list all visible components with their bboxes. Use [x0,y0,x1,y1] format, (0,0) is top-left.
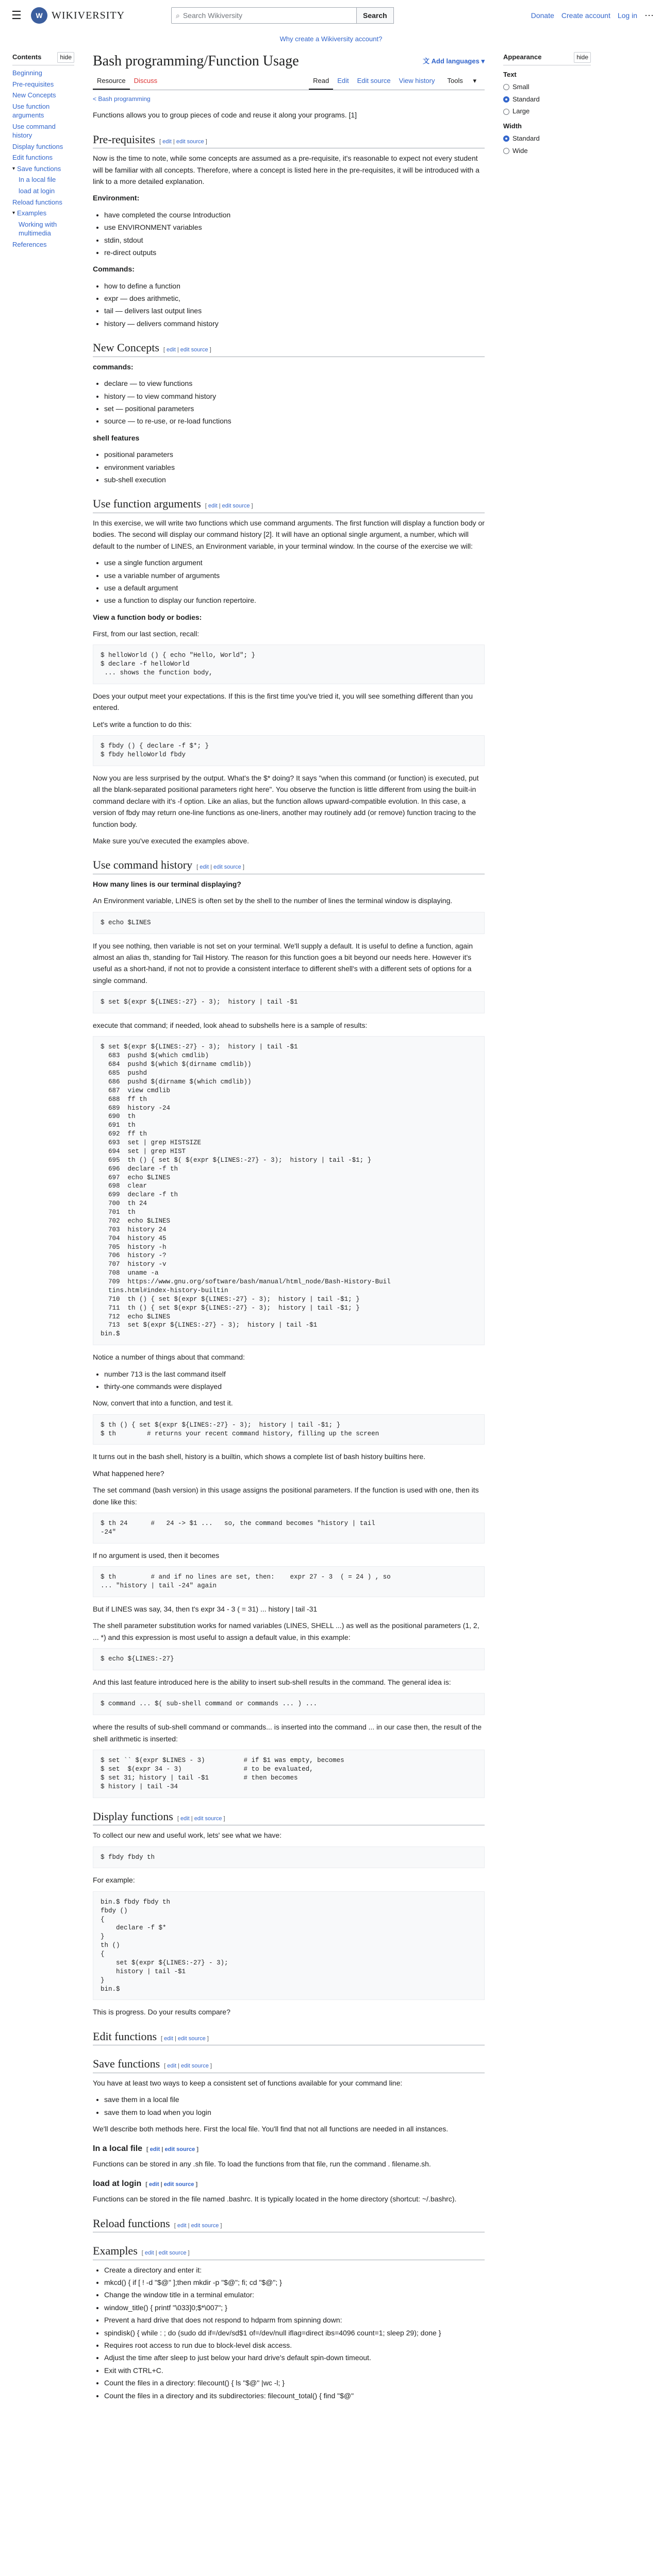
section-title: Examples [93,2244,138,2258]
code-block: $ set `` $(expr $LINES - 3) # if $1 was empty, becomes $ set $(expr 34 - 3) # to be evaluated, $ set 31; history | tail -$1 # then becomes $ history | tail -34 [93,1750,485,1798]
toc-item[interactable] [12,164,74,174]
breadcrumb-link[interactable]: < Bash programming [93,95,151,103]
toc-item-label: References [12,240,47,248]
section-heading [93,341,485,357]
paragraph: An Environment variable, LINES is often set by the shell to the number of lines the terminal window is displaying. [93,896,453,905]
edit-link[interactable]: edit [200,864,209,871]
toc-item[interactable] [12,91,74,100]
tab-discuss[interactable] [130,74,162,90]
code-block: $ echo ${LINES:-27} [93,1648,485,1670]
section-title: Display functions [93,1809,173,1823]
create-account-link[interactable]: Create account [561,11,610,20]
edit-source-link[interactable]: edit source [164,2146,195,2153]
list-item: • have completed the course Introduction [104,209,485,221]
toc-item-label: load at login [19,187,55,195]
section-heading [93,497,485,513]
paragraph: Notice a number of things about that command: [93,1353,245,1362]
toc-item-label: Beginning [12,69,42,77]
list-item: • environment variables [104,462,485,473]
section-title: Save functions [93,2057,160,2071]
list-item: • Exit with CTRL+C. [104,2365,485,2376]
width-radio[interactable] [503,133,591,144]
list-item: • use a default argument [104,582,485,594]
list-item: • Count the files in a directory and its subdirectories: filecount_total() { find "$@" [104,2390,485,2401]
section-title: Reload functions [93,2216,170,2230]
edit-link[interactable]: edit [177,2222,187,2229]
breadcrumb [93,94,485,104]
edit-links: [ edit | edit source ] [205,503,253,510]
edit-link[interactable]: edit [150,2146,160,2153]
paragraph: For example: [93,1876,135,1885]
tab-edit-source-link[interactable]: Edit source [357,77,391,85]
edit-link[interactable]: edit [208,503,218,510]
list-item: • save them to load when you login [104,2107,485,2118]
paragraph: If you see nothing, then variable is not set on your terminal. We'll supply a default. It is useful to define a function, again almost an alias th, standing for Tail History. The reason for this function goes a bit beyond our needs here. However it's useful as a short-hand, if not not to provide a consistent interface to different shell's with a different sets of options for a single command. [93,941,473,985]
toc-item[interactable] [12,187,74,196]
paragraph: where the results of sub-shell command or commands... is inserted into the command ... in our case then, the result of the shell arithmetic is inserted: [93,1723,482,1743]
list-item: • use ENVIRONMENT variables [104,222,485,233]
edit-source-link[interactable]: edit source [191,2222,219,2229]
toc-item[interactable] [12,209,74,218]
list-item: • Adjust the time after sleep to just below your hard drive's default spin-down timeout. [104,2352,485,2363]
toc-item-label: Display functions [12,142,63,150]
tab-read[interactable]: Read [309,74,333,90]
user-links [531,8,654,23]
main-content [93,52,485,2406]
article-body [93,109,485,2401]
edit-source-link[interactable]: edit source [180,347,208,353]
paragraph: To collect our new and useful work, lets' see what we have: [93,1831,282,1840]
paragraph: Functions can be stored in any .sh file. To load the functions from that file, run the command . filename.sh. [93,2160,431,2168]
paragraph: Now is the time to note, while some concepts are assumed as a pre-requisite, it's reasonable to expect not every student will be familiar with all concepts. Therefore, where a concept is listed here in the pre-requisites, it will be introduced with a link to a more detailed explanation. [93,154,479,185]
edit-source-link[interactable]: edit source [222,503,250,510]
toc-item-label: New Concepts [12,91,56,99]
language-icon: 文 [423,57,430,65]
text-size-label: Large [512,107,530,115]
site-name: WIKIVERSITY [52,10,125,21]
text-size-radio[interactable] [503,94,591,105]
list-item: • save them in a local file [104,2094,485,2105]
code-block: $ command ... $( sub-shell command or commands ... ) ... [93,1693,485,1715]
donate-link[interactable]: Donate [531,11,554,20]
tab-history[interactable] [395,74,439,90]
list-item: • history — to view command history [104,391,485,402]
edit-links: [ edit | edit source ] [141,2250,190,2257]
edit-links: [ edit | edit source ] [164,2063,212,2070]
code-block: $ fbdy fbdy th [93,1846,485,1869]
list-item: • use a variable number of arguments [104,570,485,581]
list-item: • sub-shell execution [104,474,485,485]
edit-source-link[interactable]: edit source [163,2181,194,2188]
chevron-down-icon: ▾ [481,57,485,65]
list-item: • re-direct outputs [104,247,485,258]
section-heading [93,858,485,874]
tab-discuss-link[interactable]: Discuss [134,77,158,85]
chevron-down-icon[interactable]: ▾ [12,210,15,216]
edit-links: [ edit | edit source ] [146,2146,198,2153]
section-title: Pre-requisites [93,132,155,146]
toc-list [12,69,74,249]
edit-links: [ edit | edit source ] [174,2222,222,2229]
toc-item[interactable] [12,240,74,249]
list-item: • use a single function argument [104,557,485,568]
list-item: • mkcd() { if [ ! -d "$@" ];then mkdir -p "$@"; fi; cd "$@"; } [104,2277,485,2288]
paragraph: Functions can be stored in the file named .bashrc. It is typically located in the home directory (shortcut: ~/.bashrc). [93,2195,457,2204]
paragraph: The shell parameter substitution works for named variables (LINES, SHELL ...) as well as the positional parameters (1, 2, ... *) and this expression is most useful to assign a default value, in this example: [93,1621,479,1641]
list-item: • Requires root access to run due to block-level disk access. [104,2340,485,2351]
search-input[interactable] [171,7,357,24]
bullet-list [104,2264,485,2401]
tab-resource[interactable]: Resource [93,74,130,90]
edit-links: [ edit | edit source ] [196,864,244,871]
edit-source-link[interactable]: edit source [181,2063,209,2070]
chevron-down-icon: ▾ [473,77,476,85]
radio-icon [503,109,509,115]
edit-links: [ edit | edit source ] [145,2181,198,2188]
text-size-options [503,82,591,117]
logo-icon: W [31,7,47,24]
toc-item[interactable] [12,198,74,207]
site-logo[interactable] [31,7,165,24]
bold-label: Commands: [93,265,135,274]
paragraph: It turns out in the bash shell, history is a builtin, which shows a complete list of bash history builtins here. [93,1452,426,1461]
toc-item[interactable] [12,69,74,78]
edit-source-link[interactable]: edit source [177,2035,206,2042]
appearance-panel [503,52,591,2406]
edit-links: [ edit | edit source ] [159,138,207,145]
search-form [171,7,394,24]
bullet-list [104,209,485,259]
radio-icon [503,148,509,154]
bold-label: commands: [93,362,134,371]
bold-label: How many lines is our terminal displaying? [93,879,241,888]
bullet-list [104,280,485,330]
radio-icon [503,84,509,90]
search-icon: ⌕ [176,11,180,20]
tab-tools[interactable] [439,74,485,90]
edit-link[interactable]: edit [167,347,176,353]
paragraph: Now you are less surprised by the output. What's the $* doing? It says "when this command (or function) is executed, put all the blank-separated positional parameters right here". You observe the function is little different from using the built-in command declare with it's -f option. Like an alias, but the function allows upward-compatible evolution. In this case, a version of fbdy may return one-line functions as one-liners, another may routinely add (or remove) function tracing to the function body. [93,774,479,828]
width-label: Standard [512,134,540,142]
edit-link[interactable]: edit [164,2035,173,2042]
code-block: $ fbdy () { declare -f $*; } $ fbdy helloWorld fbdy [93,735,485,766]
toc-hide-button[interactable]: hide [57,52,74,63]
languages-label: Add languages [431,57,479,65]
account-banner [0,31,662,52]
list-item: • Prevent a hard drive that does not respond to hdparm from spinning down: [104,2314,485,2326]
section-heading [93,2029,485,2046]
paragraph: In this exercise, we will write two functions which use command arguments. The first function will display a function body or bodies. The second will display our command history [2]. It will have an optional single argument, a number, which will default to the number of LINES, an Environment variable, in your terminal window. In the course of the exercise we will: [93,518,485,550]
paragraph: What happened here? [93,1469,164,1478]
list-item: • expr — does arithmetic, [104,293,485,304]
edit-link[interactable]: edit [148,2181,159,2188]
paragraph: This is progress. Do your results compare? [93,2008,230,2016]
paragraph: Make sure you've executed the examples above. [93,836,250,845]
section-title: Use command history [93,858,193,872]
toc-item-label: Working with multimedia [19,220,57,238]
code-block: $ helloWorld () { echo "Hello, World"; } $ declare -f helloWorld ... shows the function body, [93,645,485,684]
edit-source-link[interactable]: edit source [194,1815,222,1822]
toc-item-label: Examples [17,209,47,217]
section-title: New Concepts [93,341,159,354]
appearance-hide-button[interactable]: hide [574,52,591,63]
section-heading [93,132,485,149]
edit-link[interactable]: edit [167,2063,177,2070]
list-item: • history — delivers command history [104,318,485,329]
list-item: • number 713 is the last command itself [104,1368,485,1380]
code-block: $ set $(expr ${LINES:-27} - 3); history | tail -$1 [93,991,485,1013]
code-block: bin.$ fbdy fbdy th fbdy () { declare -f $* } th () { set $(expr ${LINES:-27} - 3); history | tail -$1 } bin.$ [93,1891,485,2001]
list-item: • set — positional parameters [104,403,485,414]
radio-icon [503,135,509,142]
section-title: In a local file [93,2144,143,2153]
list-item: • source — to re-use, or re-load functions [104,415,485,427]
appearance-title: Appearance [503,53,542,61]
section-title: load at login [93,2179,142,2188]
page-tabs [93,74,485,90]
toc-item-label: Edit functions [12,154,53,162]
edit-link[interactable]: edit [162,138,172,145]
site-header [0,0,662,31]
list-item: • Create a directory and enter it: [104,2264,485,2276]
toc-item[interactable] [12,80,74,89]
paragraph: Let's write a function to do this: [93,720,192,728]
list-item: • Change the window title in a terminal emulator: [104,2289,485,2300]
bullet-list [104,557,485,606]
tabs-spacer [161,74,309,90]
bold-label: shell features [93,433,140,442]
text-size-label: Standard [512,95,540,103]
tab-edit-source[interactable] [353,74,395,90]
toc-sidebar [12,52,74,2406]
text-size-radio[interactable] [503,82,591,93]
section-heading [93,2177,485,2191]
paragraph: First, from our last section, recall: [93,630,200,638]
toc-item[interactable] [12,122,74,140]
chevron-down-icon[interactable]: ▾ [12,165,15,172]
toc-header [12,52,74,65]
toc-item[interactable] [12,142,74,151]
menu-icon[interactable]: ☰ [11,9,22,22]
more-options-icon[interactable]: ⋯ [644,10,654,21]
list-item: • declare — to view functions [104,378,485,389]
section-heading [93,2216,485,2233]
edit-links: [ edit | edit source ] [161,2035,209,2042]
toc-item-label: Use command history [12,122,56,140]
width-label: Wide [512,146,528,155]
toc-item[interactable] [12,102,74,120]
edit-link[interactable]: edit [144,2250,154,2257]
paragraph: Functions allows you to group pieces of code and reuse it along your programs. [1] [93,111,357,120]
edit-source-link[interactable]: edit source [176,138,204,145]
paragraph: execute that command; if needed, look ahead to subshells here is a sample of results: [93,1021,368,1030]
edit-links: [ edit | edit source ] [163,347,211,353]
section-title: Use function arguments [93,497,201,511]
toc-item-label: Save functions [17,164,61,173]
toc-item-label: In a local file [19,176,56,184]
section-heading [93,2244,485,2260]
radio-icon [503,96,509,103]
bullet-list [104,449,485,485]
toc-item[interactable] [12,175,74,184]
list-item: • window_title() { printf "\033]0;$*\007"; } [104,2302,485,2313]
code-block: $ th () { set $(expr ${LINES:-27} - 3); history | tail -$1; } $ th # returns your recent command history, filling up the screen [93,1414,485,1445]
bullet-list [104,1368,485,1393]
banner-link[interactable]: Why create a Wikiversity account? [279,35,383,43]
list-item: • spindisk() { while : ; do (sudo dd if=/dev/sd$1 of=/dev/null iflag=direct ibs=4096 count=1; sleep 29); done } [104,2327,485,2338]
list-item: • tail — delivers last output lines [104,305,485,316]
search-placeholder: Search Wikiversity [183,11,242,20]
paragraph: Now, convert that into a function, and test it. [93,1399,233,1408]
list-item: • stdin, stdout [104,234,485,246]
code-block: $ th # and if no lines are set, then: expr 27 - 3 ( = 24 ) , so ... "history | tail -24" again [93,1566,485,1597]
bullet-list [104,2094,485,2118]
list-item: • use a function to display our function repertoire. [104,595,485,606]
code-block: $ th 24 # 24 -> $1 ... so, the command becomes "history | tail -24" [93,1513,485,1544]
appearance-header [503,52,591,65]
paragraph: And this last feature introduced here is the ability to insert sub-shell results in the command. The general idea is: [93,1677,451,1686]
list-item: • positional parameters [104,449,485,460]
edit-links: [ edit | edit source ] [177,1815,225,1822]
toc-item-label: Reload functions [12,198,62,206]
languages-button[interactable] [423,57,485,66]
code-block: $ set $(expr ${LINES:-27} - 3); history | tail -$1 683 pushd $(which cmdlib) 684 pushd $(which $(dirname cmdlib)) 685 pushd 686 pushd $(dirname $(which cmdlib)) 687 view cmdlib 688 ff th 689 history -24 690 th 691 th 692 ff th 693 set | grep HISTSIZE 694 set | grep HIST 695 th () { set $( $(expr ${LINES:-27} - 3); history | tail -$1; } 696 declare -f th 697 echo $LINES 698 clear 699 declare -f th 700 th 24 701 th 702 echo $LINES 703 history 24 704 history 45 705 history -h 706 history -? 707 history -v 708 uname -a 709 https://www.gnu.org/software/bash/manual/html_node/Bash-History-Buil tins.html#index-history-builtin 710 th () { set $(expr ${LINES:-27} - 3); history | tail -$1; } 711 th () { set $(expr ${LINES:-27} - 3); history | tail -$1; } 712 echo $LINES 713 set $(expr ${LINES:-27} - 3); history | tail -$1 bin.$ [93,1036,485,1345]
paragraph: We'll describe both methods here. First the local file. You'll find that not all functions are needed in all instances. [93,2125,449,2133]
bullet-list [104,378,485,427]
paragraph: You have at least two ways to keep a consistent set of functions available for your command line: [93,2078,403,2087]
paragraph: If no argument is used, then it becomes [93,1551,220,1560]
width-options [503,133,591,157]
toc-item-label: Pre-requisites [12,80,54,88]
toc-item[interactable] [12,153,74,162]
width-label: Width [503,122,522,130]
paragraph: Does your output meet your expectations. If this is the first time you've tried it, you will see something different than you entered. [93,692,473,712]
list-item: • thirty-one commands were displayed [104,1381,485,1392]
bold-label: Environment: [93,194,140,202]
toc-item-label: Use function arguments [12,102,50,120]
tab-edit[interactable] [333,74,353,90]
text-size-radio[interactable] [503,106,591,117]
text-size-label: Text [503,70,517,78]
toc-item[interactable] [12,220,74,238]
page-layout [0,52,662,2406]
tab-history-link[interactable]: View history [399,77,435,85]
bold-label: View a function body or bodies: [93,613,202,621]
login-link[interactable]: Log in [617,11,637,20]
edit-link[interactable]: edit [180,1815,190,1822]
list-item: • how to define a function [104,280,485,292]
code-block: $ echo $LINES [93,912,485,934]
section-heading [93,2142,485,2156]
edit-source-link[interactable]: edit source [158,2250,187,2257]
text-size-label: Small [512,82,529,91]
paragraph: The set command (bash version) in this usage assigns the positional parameters. If the function is used with one, then its done like this: [93,1486,479,1506]
list-item: • Count the files in a directory: filecount() { ls "$@" |wc -l; } [104,2377,485,2388]
width-radio[interactable] [503,146,591,157]
search-button[interactable]: Search [357,7,394,24]
paragraph: But if LINES was say, 34, then t's expr 34 - 3 ( = 31) ... history | tail -31 [93,1604,318,1613]
toc-title: Contents [12,53,42,61]
section-title: Edit functions [93,2029,157,2043]
tab-tools-label: Tools [447,77,463,85]
section-heading [93,1809,485,1826]
page-heading [93,52,485,71]
page-title: Bash programming/Function Usage [93,53,299,69]
tab-edit-link[interactable]: Edit [337,77,349,85]
section-heading [93,2057,485,2073]
edit-source-link[interactable]: edit source [213,864,241,871]
